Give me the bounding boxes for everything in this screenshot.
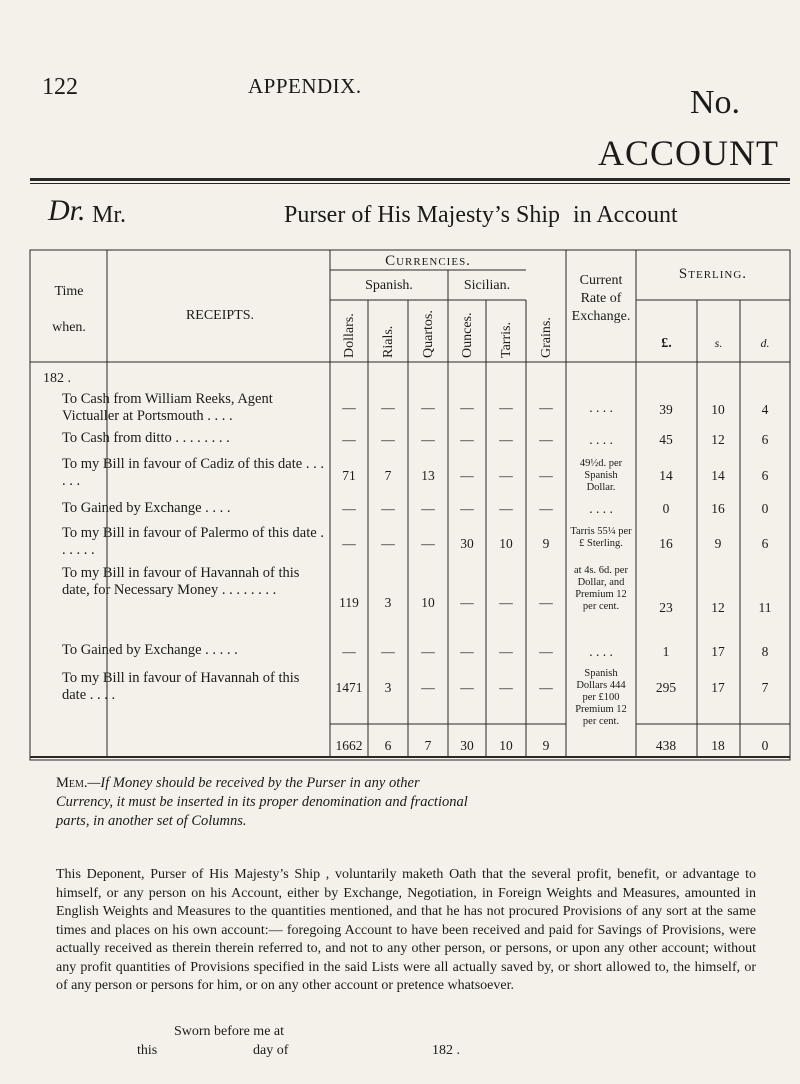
rials-header: Rials. <box>381 325 396 358</box>
currencies-header: Currencies. <box>385 253 471 269</box>
top-rule-thin <box>30 183 790 184</box>
day-of-label: day of <box>253 1043 289 1058</box>
in-account-label: in Account <box>573 202 678 228</box>
page-number: 122 <box>42 74 78 100</box>
top-rule <box>30 178 790 181</box>
running-header: APPENDIX. <box>248 74 362 98</box>
pence-header: d. <box>760 336 770 350</box>
number-label: No. <box>690 84 741 121</box>
mr-label: Mr. <box>92 202 127 228</box>
shillings-header: s. <box>714 336 723 350</box>
sworn-line: Sworn before me at <box>174 1024 285 1039</box>
quartos-header: Quartos. <box>421 310 436 358</box>
year-label: 182 . <box>43 371 71 386</box>
spanish-header: Spanish. <box>365 278 413 293</box>
ounces-header: Ounces. <box>460 312 475 358</box>
receipts-header: RECEIPTS. <box>185 308 255 323</box>
sterling-header: Sterling. <box>678 266 748 282</box>
time-header: Time <box>54 284 84 299</box>
debit-label: Dr. <box>48 194 86 227</box>
grains-header: Grains. <box>539 317 554 358</box>
exchange-rate-header: Current Rate of Exchange. <box>571 273 631 324</box>
pounds-header: £. <box>661 336 672 351</box>
purser-label: Purser of His Majesty’s Ship <box>284 202 560 228</box>
memo-note <box>56 774 476 831</box>
deponent-paragraph: This Deponent, Purser of His Majesty’s Ship , voluntarily maketh Oath that the several profit, benefit, or advantage to himself, or any person on his Account, either by Exchange, Negotiation, in Foreign Weights and Measures, amounted in English Weights and Measures to the quantities mentioned, and that he has not procured Provisions of any sort at the same times and places on his own account:— foregoing Account to have been received and paid for Savings of Provisions, were actually received as therein therein referred to, and not to any other person, or persons, or upon any other account; without any profit quantities of Provisions specified in the said Lists were all actually saved by, or short allowed to, the himself, or of any person or persons for him, or on any other account or pretence whatsoever. <box>56 867 756 993</box>
this-label: this <box>137 1043 158 1058</box>
dollars-header: Dollars. <box>342 313 357 358</box>
when-header: when. <box>52 320 86 335</box>
sworn-year: 182 . <box>432 1043 460 1058</box>
memo-body: —If Money should be received by the Purser in any other Currency, it must be inserted in its proper denomination and fractional parts, in another set of Columns. <box>56 775 468 829</box>
page-title: ACCOUNT <box>598 133 780 173</box>
receipt-text: To Cash from William Reeks, Agent Victualler at Portsmouth . . . . <box>62 391 273 424</box>
sicilian-header: Sicilian. <box>463 278 511 293</box>
tarris-header: Tarris. <box>499 322 514 358</box>
memo-label: Mem. <box>56 775 88 791</box>
